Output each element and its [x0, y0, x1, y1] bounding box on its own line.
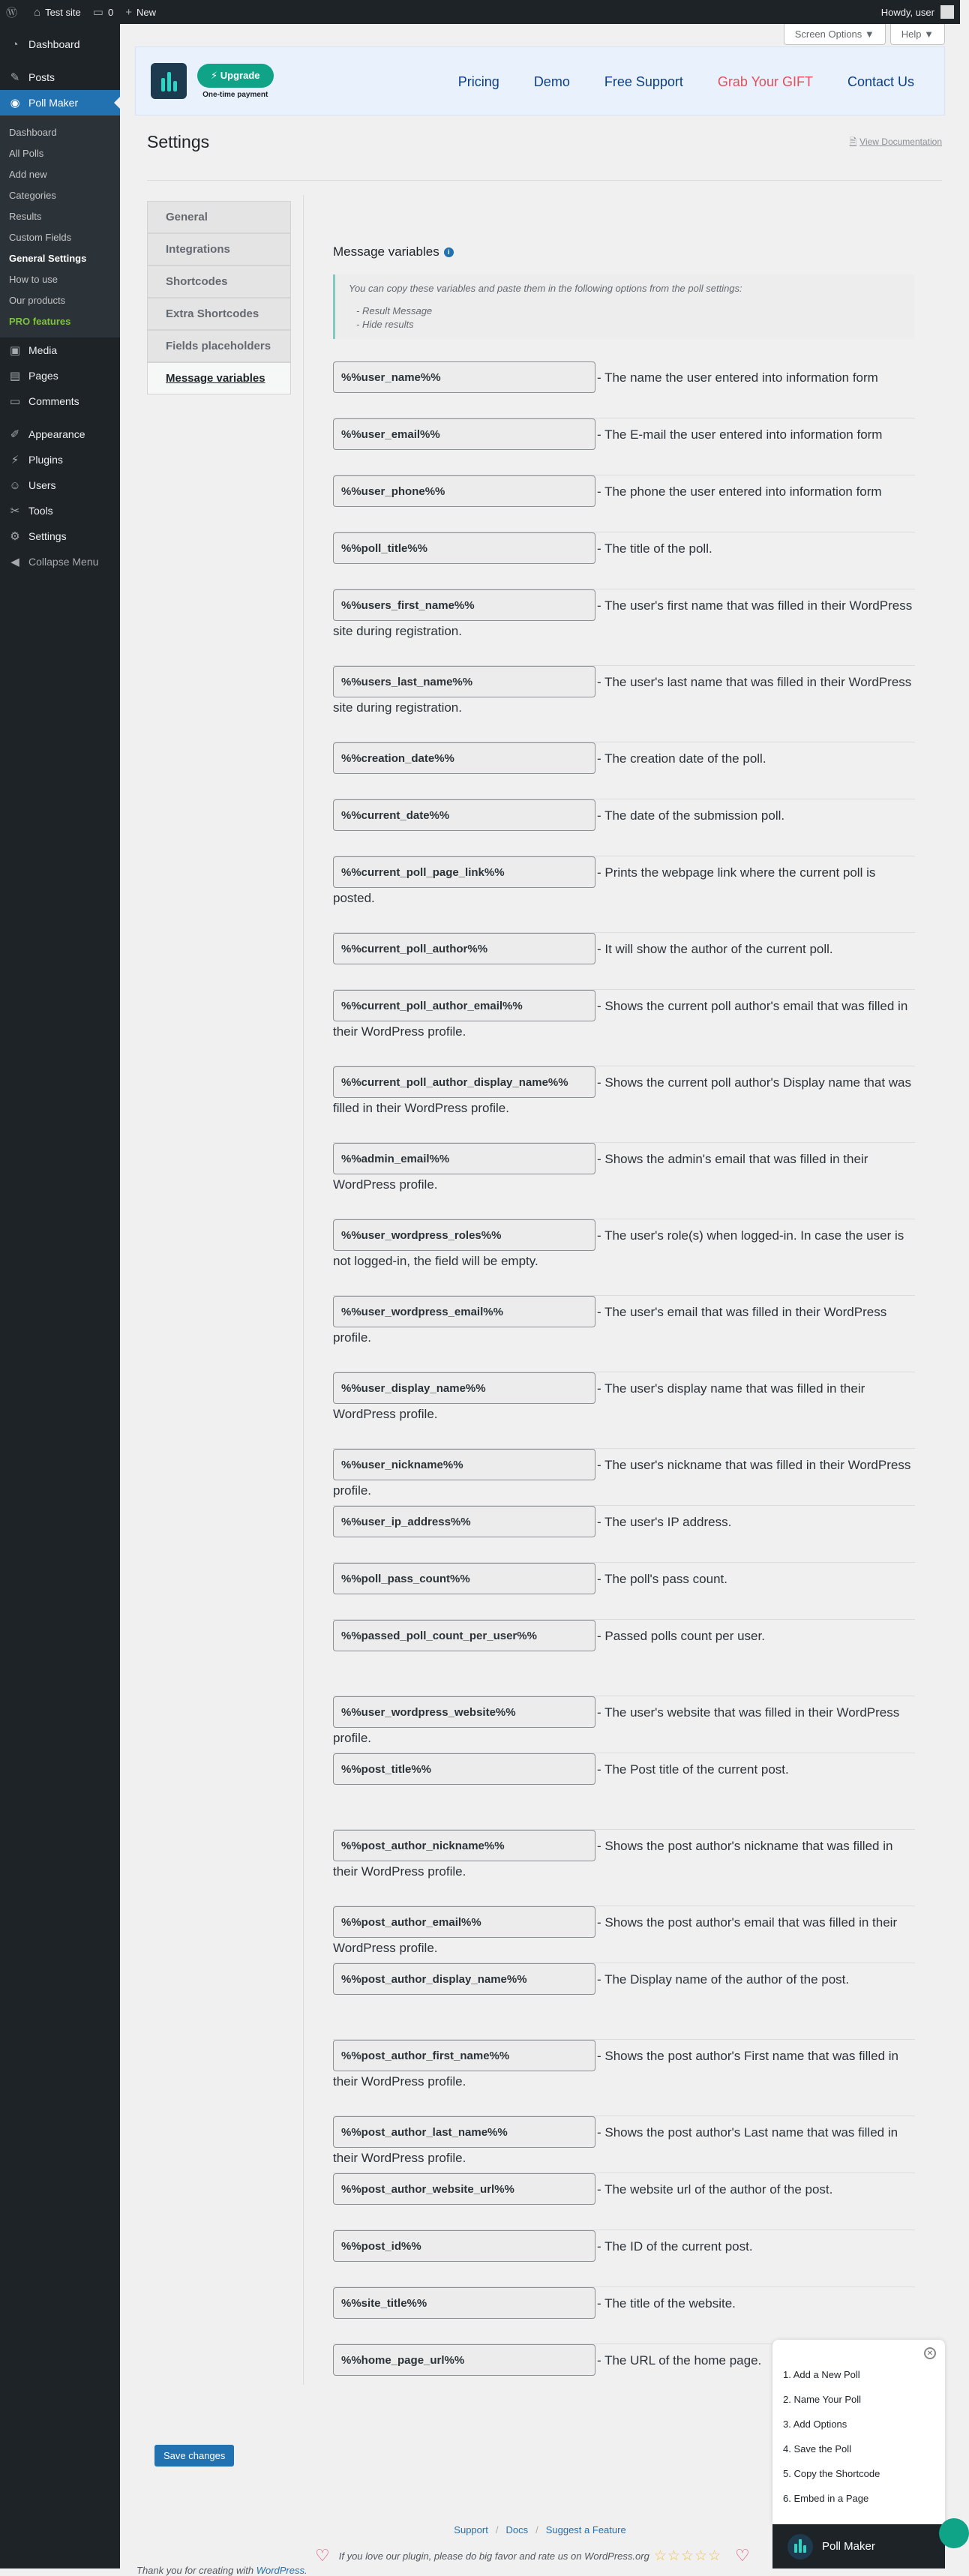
- variable-description: - Prints the webpage link where the current poll is posted.: [333, 865, 876, 905]
- variable-description: - Passed polls count per user.: [597, 1629, 765, 1643]
- menu-item-posts[interactable]: ✎ Posts: [0, 64, 120, 90]
- my-account-link[interactable]: Howdy, user: [881, 0, 954, 24]
- menu-item-tools[interactable]: ✂ Tools: [0, 498, 120, 523]
- variable-description: - The phone the user entered into information form: [597, 484, 882, 499]
- variable-row: [333, 2116, 915, 2173]
- save-changes-button[interactable]: Save changes: [154, 2445, 234, 2467]
- step-item[interactable]: 3. Add Options: [783, 2419, 848, 2430]
- appearance-icon: ✐: [10, 428, 20, 441]
- tab-integrations[interactable]: Integrations: [147, 233, 291, 265]
- admin-sidebar: [0, 24, 120, 2569]
- tab-general[interactable]: General: [147, 201, 291, 233]
- avatar: [940, 5, 954, 19]
- variable-input[interactable]: %%post_author_nickname%%: [333, 1830, 596, 1861]
- variable-description: - The user's website that was filled in their WordPress profile.: [333, 1705, 900, 1745]
- variable-description: - Shows the post author's Last name that was filled in their WordPress profile.: [333, 2125, 898, 2165]
- variable-row: [333, 2040, 915, 2116]
- banner-links: [458, 47, 914, 116]
- notice-item: - Result Message: [356, 304, 902, 318]
- footer-links: Support / Docs / Suggest a Feature: [454, 2524, 626, 2536]
- banner-link-contact[interactable]: Contact Us: [847, 73, 914, 89]
- variable-input[interactable]: %%creation_date%%: [333, 742, 596, 774]
- upgrade-note: One-time payment: [202, 90, 268, 99]
- divider: [147, 180, 942, 181]
- screen-meta-links: [784, 24, 945, 45]
- variable-description: - The title of the website.: [597, 2296, 736, 2311]
- step-item[interactable]: 6. Embed in a Page: [783, 2493, 869, 2504]
- poll-maker-logo: [151, 63, 187, 99]
- users-icon: ☺: [9, 478, 21, 492]
- admin-bar: [0, 0, 960, 24]
- plus-icon: +: [125, 5, 132, 19]
- upgrade-button[interactable]: ⚡ Upgrade: [197, 64, 274, 88]
- variable-input[interactable]: %%user_wordpress_email%%: [333, 1296, 596, 1327]
- variable-row: [333, 1506, 915, 1563]
- variable-description: - The user's IP address.: [597, 1515, 732, 1529]
- variable-row: [333, 1219, 915, 1296]
- bolt-icon: ⚡: [211, 69, 218, 81]
- banner-link-pricing[interactable]: Pricing: [458, 73, 500, 89]
- variable-description: - Shows the post author's email that was filled in their WordPress profile.: [333, 1915, 898, 1955]
- screen-options-button[interactable]: Screen Options ▼: [784, 24, 886, 45]
- variable-input[interactable]: %%user_ip_address%%: [333, 1506, 596, 1537]
- variable-description: - The name the user entered into information form: [597, 370, 878, 385]
- footer-thanks: Thank you for creating with WordPress.: [136, 2565, 308, 2576]
- variable-row: [333, 1906, 915, 1963]
- main-content: [120, 24, 960, 2576]
- variable-input[interactable]: %%admin_email%%: [333, 1143, 596, 1174]
- variable-input[interactable]: %%users_first_name%%: [333, 589, 596, 621]
- pin-icon: ✎: [10, 71, 20, 84]
- menu-item-settings[interactable]: ⚙ Settings: [0, 523, 120, 549]
- variable-row: [333, 1753, 915, 1830]
- poll-icon: ◉: [10, 97, 20, 109]
- poll-maker-launcher[interactable]: Poll Maker: [772, 2524, 945, 2569]
- top-banner: [135, 46, 945, 115]
- step-item[interactable]: 5. Copy the Shortcode: [783, 2468, 880, 2479]
- new-content-link[interactable]: + New: [125, 5, 156, 19]
- menu-item-media[interactable]: ▣ Media: [0, 337, 120, 363]
- page-title: Settings: [147, 132, 210, 151]
- variable-description: - The poll's pass count.: [597, 1572, 728, 1586]
- variable-input[interactable]: %%post_author_display_name%%: [333, 1963, 596, 1995]
- variable-input[interactable]: %%post_author_email%%: [333, 1906, 596, 1938]
- variable-row: [333, 856, 915, 933]
- variable-description: - The URL of the home page.: [597, 2353, 762, 2368]
- view-documentation-link[interactable]: 🗎 View Documentation: [849, 136, 942, 147]
- notice-item: - Hide results: [356, 318, 902, 331]
- comment-icon: ▭: [92, 6, 104, 19]
- variable-input[interactable]: %%passed_poll_count_per_user%%: [333, 1620, 596, 1651]
- variable-row: [333, 1830, 915, 1906]
- variable-input[interactable]: %%post_author_first_name%%: [333, 2040, 596, 2071]
- launcher-badge: [939, 2518, 969, 2548]
- poll-maker-logo: [788, 2534, 813, 2560]
- quick-steps-panel: [772, 2340, 945, 2524]
- variable-input[interactable]: %%user_name%%: [333, 361, 596, 393]
- variable-description: - The Post title of the current post.: [597, 1762, 789, 1777]
- media-icon: ▣: [9, 344, 21, 357]
- rating-stars[interactable]: ☆☆☆☆☆: [653, 2548, 722, 2564]
- tabs-divider: [303, 195, 304, 2385]
- tools-icon: ✂: [10, 505, 20, 517]
- variable-input[interactable]: %%post_title%%: [333, 1753, 596, 1785]
- submenu-dashboard[interactable]: Dashboard: [9, 126, 57, 138]
- banner-link-demo[interactable]: Demo: [533, 73, 570, 89]
- variable-description: - Shows the current poll author's email that was filled in their WordPress profile.: [333, 999, 908, 1039]
- variable-row: [333, 1563, 915, 1620]
- variable-description: - The creation date of the poll.: [597, 751, 766, 766]
- wordpress-logo-button[interactable]: [0, 0, 28, 24]
- variable-row: [333, 1296, 915, 1372]
- plugins-icon: ⚡: [10, 454, 20, 466]
- variable-row: [333, 2287, 915, 2344]
- variable-input[interactable]: %%poll_pass_count%%: [333, 1563, 596, 1594]
- variable-description: - The ID of the current post.: [597, 2239, 753, 2254]
- help-button[interactable]: Help ▼: [890, 24, 945, 45]
- upgrade-block: [197, 64, 274, 99]
- variable-input[interactable]: %%user_wordpress_roles%%: [333, 1219, 596, 1251]
- tab-shortcodes[interactable]: Shortcodes: [147, 265, 291, 298]
- submenu-results[interactable]: Results: [9, 210, 42, 222]
- variable-row: [333, 418, 915, 475]
- step-item[interactable]: 2. Name Your Poll: [783, 2394, 862, 2405]
- variable-row: [333, 666, 915, 742]
- variable-input[interactable]: %%user_display_name%%: [333, 1372, 596, 1404]
- tab-fields-placeholders[interactable]: Fields placeholders: [147, 330, 291, 362]
- variable-row: [333, 361, 915, 418]
- settings-icon: ⚙: [10, 530, 20, 543]
- variable-row: [333, 742, 915, 799]
- tab-message-variables[interactable]: Message variables: [147, 362, 291, 394]
- variable-input[interactable]: %%user_nickname%%: [333, 1449, 596, 1480]
- submenu-add-new[interactable]: Add new: [9, 168, 47, 180]
- variable-row: [333, 1963, 915, 2040]
- variable-description: - The user's last name that was filled in their WordPress site during registration.: [333, 675, 912, 715]
- wordpress-link[interactable]: WordPress.: [256, 2565, 308, 2576]
- submenu-our-products[interactable]: Our products: [9, 294, 66, 306]
- variable-row: [333, 589, 915, 666]
- menu-item-dashboard[interactable]: ◔ Dashboard: [0, 31, 120, 57]
- comments-icon: ▭: [9, 395, 21, 408]
- variable-description: - Shows the admin's email that was filled in their WordPress profile.: [333, 1152, 868, 1192]
- submenu-pro-features[interactable]: PRO features: [9, 315, 71, 327]
- poll-maker-submenu: [0, 115, 120, 337]
- footer-link-docs[interactable]: Docs: [506, 2524, 529, 2536]
- variable-input[interactable]: %%home_page_url%%: [333, 2344, 596, 2376]
- variable-description: - The user's email that was filled in their WordPress profile.: [333, 1305, 887, 1345]
- variable-description: - The title of the poll.: [597, 541, 712, 556]
- variable-input[interactable]: %%post_author_last_name%%: [333, 2116, 596, 2148]
- variable-row: [333, 475, 915, 532]
- heart-icon: ♡: [315, 2546, 330, 2565]
- footer-rate: ♡ If you love our plugin, please do big favor and rate us on WordPress.org ☆☆☆☆☆ ♡: [315, 2546, 750, 2565]
- wordpress-icon: Ⓦ: [6, 6, 18, 19]
- collapse-menu-button[interactable]: ◀ Collapse Menu: [0, 549, 120, 574]
- pages-icon: ▤: [9, 370, 21, 382]
- step-item[interactable]: 4. Save the Poll: [783, 2443, 852, 2455]
- variable-description: - The Display name of the author of the post.: [597, 1972, 850, 1987]
- variable-description: - The user's nickname that was filled in their WordPress profile.: [333, 1458, 911, 1498]
- variable-description: - The E-mail the user entered into information form: [597, 427, 883, 442]
- variable-input[interactable]: %%current_poll_author_display_name%%: [333, 1066, 596, 1098]
- info-icon[interactable]: i: [444, 247, 454, 257]
- variable-row: [333, 2173, 915, 2230]
- variable-input[interactable]: %%user_email%%: [333, 418, 596, 450]
- variable-row: [333, 1449, 915, 1506]
- submenu-how-to-use[interactable]: How to use: [9, 273, 58, 285]
- variable-row: [333, 933, 915, 990]
- menu-item-appearance[interactable]: ✐ Appearance: [0, 421, 120, 447]
- variable-input[interactable]: %%current_poll_author%%: [333, 933, 596, 964]
- document-icon: 🗎: [849, 136, 857, 147]
- steps-list: [783, 2362, 880, 2511]
- variable-description: - Shows the current poll author's Display name that was filled in their WordPress profile.: [333, 1075, 911, 1115]
- variable-row: [333, 1066, 915, 1143]
- variable-input[interactable]: %%post_id%%: [333, 2230, 596, 2262]
- variable-input[interactable]: %%user_wordpress_website%%: [333, 1696, 596, 1728]
- variable-description: - Shows the post author's nickname that was filled in their WordPress profile.: [333, 1839, 893, 1879]
- variable-description: - The user's first name that was filled in their WordPress site during registration.: [333, 598, 913, 638]
- variable-input[interactable]: %%current_date%%: [333, 799, 596, 831]
- variable-description: - The user's display name that was filled in their WordPress profile.: [333, 1381, 866, 1421]
- variable-row: [333, 990, 915, 1066]
- variable-description: - The user's role(s) when logged-in. In case the user is not logged-in, the field will be empty.: [333, 1228, 904, 1268]
- section-title: Message variables i: [333, 244, 454, 259]
- variable-description: - Shows the post author's First name that was filled in their WordPress profile.: [333, 2049, 898, 2089]
- variable-row: [333, 2230, 915, 2287]
- variable-description: - The website url of the author of the post.: [597, 2182, 833, 2197]
- submenu-general-settings[interactable]: General Settings: [9, 252, 87, 264]
- variable-input[interactable]: %%site_title%%: [333, 2287, 596, 2319]
- menu-item-comments[interactable]: ▭ Comments: [0, 388, 120, 414]
- dashboard-icon: ◔: [11, 37, 19, 51]
- variable-row: [333, 799, 915, 856]
- footer-link-support[interactable]: Support: [454, 2524, 488, 2536]
- variable-row: [333, 1372, 915, 1449]
- variable-row: [333, 532, 915, 589]
- collapse-icon: ◀: [10, 556, 20, 568]
- heart-icon: ♡: [734, 2546, 750, 2565]
- variables-notice: You can copy these variables and paste them in the following options from the poll settings: - Result Message - Hide results: [333, 274, 915, 339]
- home-icon: ⌂: [34, 5, 41, 19]
- menu-item-users[interactable]: ☺ Users: [0, 472, 120, 498]
- variable-input[interactable]: %%user_phone%%: [333, 475, 596, 507]
- banner-link-gift[interactable]: Grab Your GIFT: [717, 73, 813, 89]
- variable-description: - The date of the submission poll.: [597, 808, 785, 823]
- tab-extra-shortcodes[interactable]: Extra Shortcodes: [147, 298, 291, 330]
- variable-input[interactable]: %%post_author_website_url%%: [333, 2173, 596, 2205]
- variable-input[interactable]: %%current_poll_page_link%%: [333, 856, 596, 888]
- submenu-all-polls[interactable]: All Polls: [9, 147, 44, 159]
- variable-description: - It will show the author of the current poll.: [597, 942, 833, 956]
- site-name-link[interactable]: ⌂ Test site: [34, 5, 81, 19]
- variable-input[interactable]: %%users_last_name%%: [333, 666, 596, 697]
- menu-item-pages[interactable]: ▤ Pages: [0, 363, 120, 388]
- variable-input[interactable]: %%current_poll_author_email%%: [333, 990, 596, 1021]
- footer-link-suggest[interactable]: Suggest a Feature: [545, 2524, 626, 2536]
- variable-row: [333, 1143, 915, 1219]
- settings-tabs: [147, 201, 291, 394]
- comments-link[interactable]: ▭ 0: [92, 6, 114, 19]
- menu-item-plugins[interactable]: ⚡ Plugins: [0, 447, 120, 472]
- step-item[interactable]: 1. Add a New Poll: [783, 2369, 860, 2380]
- close-icon[interactable]: ✕: [924, 2347, 936, 2359]
- variable-row: [333, 1620, 915, 1696]
- submenu-categories[interactable]: Categories: [9, 189, 56, 201]
- banner-link-free-support[interactable]: Free Support: [604, 73, 683, 89]
- variable-row: [333, 1696, 915, 1753]
- menu-item-poll-maker[interactable]: ◉ Poll Maker: [0, 90, 120, 115]
- variable-input[interactable]: %%poll_title%%: [333, 532, 596, 564]
- submenu-custom-fields[interactable]: Custom Fields: [9, 231, 72, 243]
